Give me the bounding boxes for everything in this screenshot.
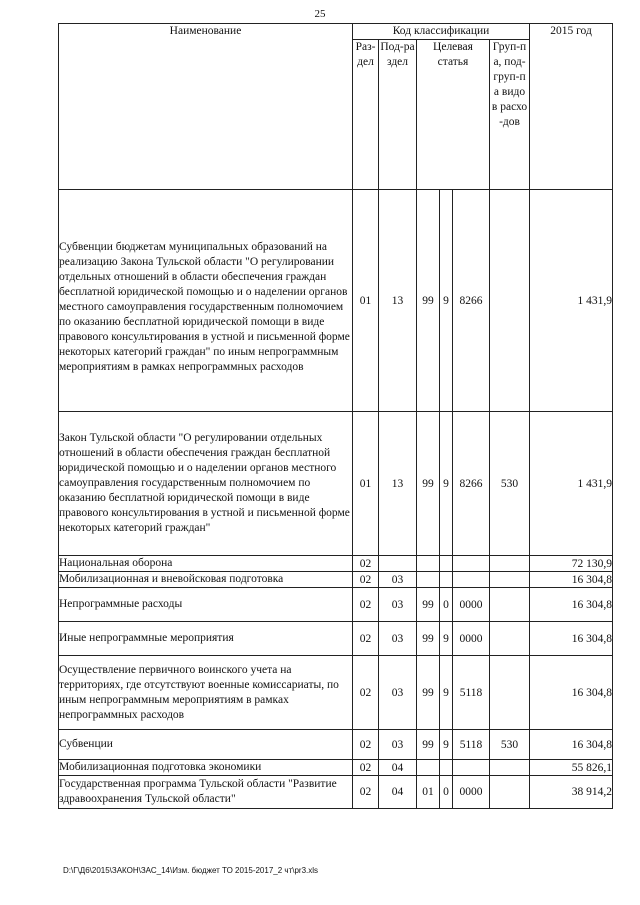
row-code-vr	[490, 776, 530, 809]
table-row	[59, 730, 613, 760]
header-code-group: Код классификации	[353, 24, 530, 40]
table-row	[59, 412, 613, 556]
row-code-cs2: 9	[440, 730, 453, 760]
row-code-cs1: 99	[417, 622, 440, 656]
row-code-rz: 02	[353, 760, 379, 776]
row-code-pr: 03	[379, 622, 417, 656]
table-row	[59, 572, 613, 588]
header-subsection-text: Под-раздел	[380, 41, 415, 68]
row-code-vr	[490, 588, 530, 622]
table-row	[59, 656, 613, 730]
row-code-cs3	[453, 760, 490, 776]
row-code-pr: 04	[379, 776, 417, 809]
row-code-pr: 03	[379, 730, 417, 760]
row-code-rz: 02	[353, 622, 379, 656]
row-name: Закон Тульской области "О регулировании отдельных отношений в области обеспечения граждан бесплатной юридической помощью и о наделении органов местного самоуправления государственным полномочием по оказанию бесплатной юридической помощи в виде правового консультирования в устной и письменной форме некоторых категорий граждан"	[59, 412, 353, 556]
row-code-vr	[490, 656, 530, 730]
row-code-vr	[490, 760, 530, 776]
row-code-rz: 01	[353, 190, 379, 412]
table-row	[59, 588, 613, 622]
footer-path: D:\Г\Д6\2015\ЗАКОН\ЗАС_14\Изм. бюджет ТО 2015-2017_2 чт\pr3.xls	[63, 866, 319, 875]
row-code-cs2	[440, 760, 453, 776]
header-subsection	[379, 40, 417, 190]
table-row	[59, 190, 613, 412]
row-code-cs2	[440, 556, 453, 572]
row-code-cs3: 0000	[453, 588, 490, 622]
row-code-cs1	[417, 760, 440, 776]
row-code-pr: 13	[379, 412, 417, 556]
header-year: 2015 год	[530, 24, 613, 190]
row-code-cs3: 8266	[453, 412, 490, 556]
row-code-pr: 04	[379, 760, 417, 776]
row-code-cs2: 9	[440, 656, 453, 730]
row-code-vr: 530	[490, 412, 530, 556]
row-name: Государственная программа Тульской области "Развитие здравоохранения Тульской области"	[59, 776, 353, 809]
row-code-pr: 03	[379, 572, 417, 588]
page-number: 25	[314, 8, 326, 20]
row-code-rz: 02	[353, 572, 379, 588]
row-code-cs3: 8266	[453, 190, 490, 412]
row-code-rz: 02	[353, 776, 379, 809]
row-code-cs1: 99	[417, 656, 440, 730]
row-amount: 16 304,8	[530, 572, 613, 588]
row-name: Непрограммные расходы	[59, 588, 353, 622]
header-section-text: Раз-дел	[355, 41, 376, 68]
row-code-cs3: 0000	[453, 622, 490, 656]
row-code-cs2: 0	[440, 588, 453, 622]
header-group	[490, 40, 530, 190]
row-code-vr	[490, 622, 530, 656]
row-code-cs3	[453, 556, 490, 572]
budget-table	[58, 23, 613, 809]
row-code-cs3: 5118	[453, 656, 490, 730]
row-code-cs2: 9	[440, 190, 453, 412]
row-code-cs1: 99	[417, 412, 440, 556]
row-amount: 16 304,8	[530, 730, 613, 760]
row-code-rz: 01	[353, 412, 379, 556]
row-code-rz: 02	[353, 556, 379, 572]
header-target-text: Целевая статья	[433, 41, 473, 68]
header-name: Наименование	[59, 24, 353, 190]
row-code-cs3: 5118	[453, 730, 490, 760]
table-row	[59, 622, 613, 656]
row-name: Субвенции бюджетам муниципальных образований на реализацию Закона Тульской области "О регулировании отдельных отношений в области обеспечения граждан бесплатной юридической помощью и о наделении органов местного самоуправления государственным полномочием по оказанию бесплатной юридической помощи в виде правового консультирования в устной и письменной форме некоторых категорий граждан" по иным непрограммным мероприятиям в рамках непрограммных расходов	[59, 190, 353, 412]
row-amount: 16 304,8	[530, 656, 613, 730]
row-name: Национальная оборона	[59, 556, 353, 572]
row-amount: 16 304,8	[530, 622, 613, 656]
row-amount: 38 914,2	[530, 776, 613, 809]
row-code-cs1	[417, 556, 440, 572]
row-amount: 16 304,8	[530, 588, 613, 622]
row-code-cs1: 99	[417, 190, 440, 412]
row-code-vr: 530	[490, 730, 530, 760]
row-amount: 1 431,9	[530, 190, 613, 412]
row-code-cs2: 9	[440, 412, 453, 556]
row-code-pr: 03	[379, 656, 417, 730]
row-code-rz: 02	[353, 730, 379, 760]
row-code-cs1: 01	[417, 776, 440, 809]
row-code-vr	[490, 572, 530, 588]
row-name: Субвенции	[59, 730, 353, 760]
row-code-pr	[379, 556, 417, 572]
row-name: Мобилизационная и вневойсковая подготовка	[59, 572, 353, 588]
row-code-cs1	[417, 572, 440, 588]
row-code-vr	[490, 190, 530, 412]
row-code-cs2	[440, 572, 453, 588]
row-amount: 55 826,1	[530, 760, 613, 776]
row-code-cs1: 99	[417, 588, 440, 622]
header-section	[353, 40, 379, 190]
table-row	[59, 556, 613, 572]
row-name: Иные непрограммные мероприятия	[59, 622, 353, 656]
row-amount: 1 431,9	[530, 412, 613, 556]
row-name: Осуществление первичного воинского учета на территориях, где отсутствуют военные комиссариаты, по иным непрограммным мероприятиям в рамках непрограммных расходов	[59, 656, 353, 730]
row-code-pr: 03	[379, 588, 417, 622]
row-code-pr: 13	[379, 190, 417, 412]
row-code-cs3: 0000	[453, 776, 490, 809]
row-code-cs1: 99	[417, 730, 440, 760]
table-row	[59, 760, 613, 776]
row-code-rz: 02	[353, 656, 379, 730]
header-group-text: Груп-па, под-груп-па видов расхо-дов	[491, 41, 528, 128]
row-code-cs2: 9	[440, 622, 453, 656]
row-code-vr	[490, 556, 530, 572]
row-code-cs3	[453, 572, 490, 588]
row-code-cs2: 0	[440, 776, 453, 809]
row-name: Мобилизационная подготовка экономики	[59, 760, 353, 776]
row-code-rz: 02	[353, 588, 379, 622]
row-amount: 72 130,9	[530, 556, 613, 572]
header-target	[417, 40, 490, 190]
table-row	[59, 776, 613, 809]
